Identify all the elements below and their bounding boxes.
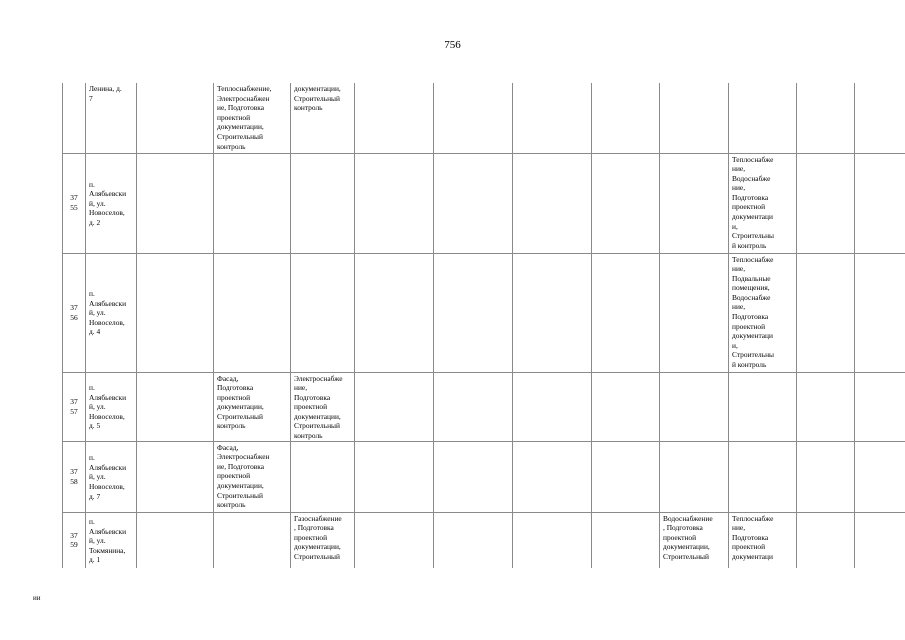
work-type-cell [355, 153, 434, 253]
work-type-cell: Фасад, Электроснабжен ие, Подготовка проектной документации, Строительный контроль [214, 441, 291, 512]
address-cell: п. Алябьевски й, ул. Новоселов, д. 2 [86, 153, 137, 253]
work-type-cell: Фасад, Подготовка проектной документации, Строительный контроль [214, 372, 291, 441]
work-type-cell [855, 512, 905, 568]
work-type-cell [797, 441, 855, 512]
work-type-cell [137, 153, 214, 253]
row-number-cell: 37 59 [63, 512, 86, 568]
work-type-cell [137, 372, 214, 441]
work-type-cell [355, 512, 434, 568]
table-row [63, 441, 905, 512]
work-type-cell [797, 153, 855, 253]
work-type-cell [660, 253, 729, 372]
work-type-cell [434, 441, 513, 512]
work-type-cell [434, 253, 513, 372]
work-type-cell [355, 372, 434, 441]
work-type-cell [434, 153, 513, 253]
work-type-cell: Теплоснабже ние, Водоснабже ние, Подготовка проектной документаци и, Строительны й контроль [729, 153, 797, 253]
work-type-cell [137, 83, 214, 153]
work-type-cell [355, 83, 434, 153]
work-type-cell: Водоснабжение , Подготовка проектной документации, Строительный [660, 512, 729, 568]
work-type-cell [592, 441, 660, 512]
work-type-cell [214, 253, 291, 372]
work-type-cell [660, 153, 729, 253]
work-type-cell: Теплоснабже ние, Подготовка проектной документаци [729, 512, 797, 568]
work-type-cell [797, 512, 855, 568]
work-type-cell: Теплоснабжение, Электроснабжен ие, Подготовка проектной документации, Строительный контроль [214, 83, 291, 153]
work-type-cell [434, 372, 513, 441]
work-type-cell [797, 253, 855, 372]
work-type-cell [137, 253, 214, 372]
table-row [63, 512, 905, 568]
work-type-cell [513, 441, 592, 512]
address-cell: п. Алябьевски й, ул. Новоселов, д. 4 [86, 253, 137, 372]
work-type-cell [137, 441, 214, 512]
work-type-cell [434, 83, 513, 153]
work-type-cell: документации, Строительный контроль [291, 83, 355, 153]
work-type-cell [513, 83, 592, 153]
work-type-cell [592, 253, 660, 372]
address-cell: п. Алябьевски й, ул. Новоселов, д. 7 [86, 441, 137, 512]
work-type-cell [291, 441, 355, 512]
row-number-cell: 37 58 [63, 441, 86, 512]
work-type-cell [592, 83, 660, 153]
table-row [63, 153, 905, 253]
table-row [63, 372, 905, 441]
address-cell: п. Алябьевски й, ул. Новоселов, д. 5 [86, 372, 137, 441]
page-number: 756 [444, 39, 461, 51]
row-number-cell: 37 56 [63, 253, 86, 372]
table-row [63, 253, 905, 372]
work-type-cell [513, 372, 592, 441]
work-type-cell [513, 253, 592, 372]
row-number-cell: 37 55 [63, 153, 86, 253]
work-type-cell [855, 372, 905, 441]
work-type-cell [214, 512, 291, 568]
address-cell: п. Алябьевски й, ул. Токмянина, д. 1 [86, 512, 137, 568]
table-body [63, 83, 905, 568]
work-type-cell [855, 441, 905, 512]
table-row [63, 83, 905, 153]
work-type-cell [729, 83, 797, 153]
work-type-cell: Газоснабжение , Подготовка проектной документации, Строительный [291, 512, 355, 568]
work-type-cell [592, 512, 660, 568]
row-number-cell [63, 83, 86, 153]
work-type-cell [291, 253, 355, 372]
work-type-cell [729, 372, 797, 441]
footer-mark: ии [33, 594, 41, 602]
work-type-cell [592, 153, 660, 253]
work-type-cell [137, 512, 214, 568]
work-type-cell: Теплоснабже ние, Подвальные помещения, Водоснабже ние, Подготовка проектной документаци и, Строительны й контроль [729, 253, 797, 372]
work-type-cell [729, 441, 797, 512]
work-type-cell [355, 253, 434, 372]
repair-schedule-table [62, 83, 905, 568]
work-type-cell [855, 253, 905, 372]
work-type-cell: Электроснабже ние, Подготовка проектной документации, Строительный контроль [291, 372, 355, 441]
work-type-cell [434, 512, 513, 568]
work-type-cell [355, 441, 434, 512]
work-type-cell [660, 83, 729, 153]
address-cell: Ленина, д. 7 [86, 83, 137, 153]
work-type-cell [797, 83, 855, 153]
work-type-cell [513, 153, 592, 253]
work-type-cell [855, 153, 905, 253]
work-type-cell [592, 372, 660, 441]
row-number-cell: 37 57 [63, 372, 86, 441]
work-type-cell [513, 512, 592, 568]
work-type-cell [291, 153, 355, 253]
work-type-cell [660, 372, 729, 441]
work-type-cell [855, 83, 905, 153]
work-type-cell [797, 372, 855, 441]
work-type-cell [660, 441, 729, 512]
work-type-cell [214, 153, 291, 253]
